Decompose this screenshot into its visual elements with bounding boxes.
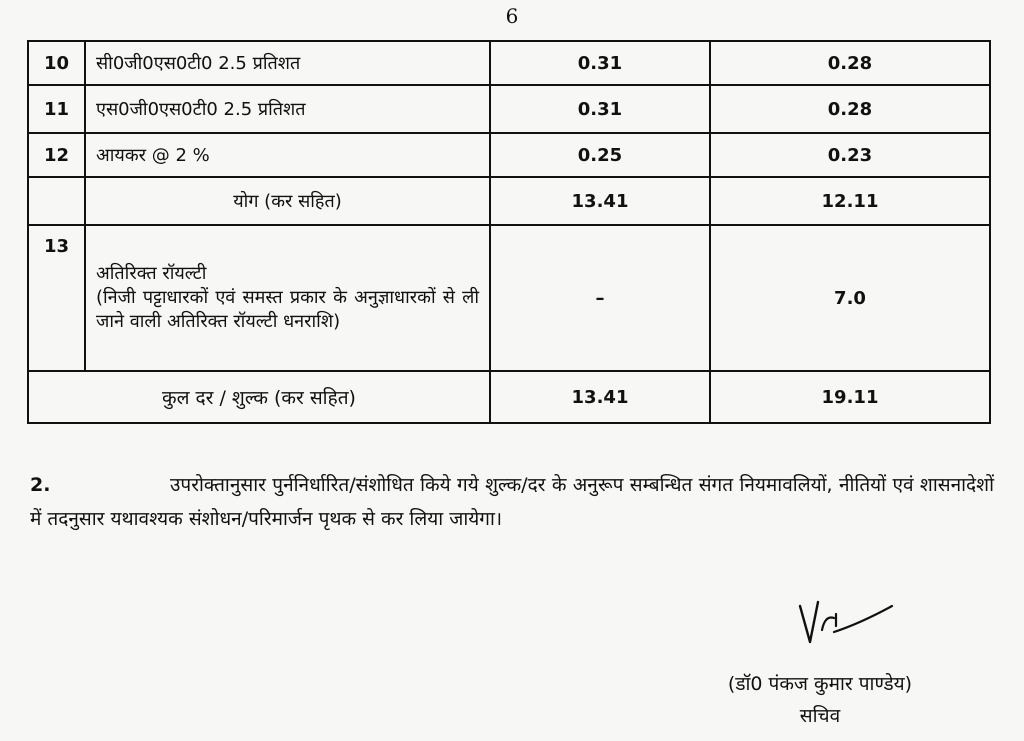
row-description: आयकर @ 2 % xyxy=(85,133,490,177)
row-description: योग (कर सहित) xyxy=(85,177,490,225)
rates-table xyxy=(27,40,991,424)
rate-value-col1: 13.41 xyxy=(490,177,710,225)
rate-value-col2: 7.0 xyxy=(710,225,990,371)
row-description-detail: (निजी पट्टाधारकों एवं समस्त प्रकार के अनुज्ञाधारकों से ली जाने वाली अतिरिक्त रॉयल्टी धनराशि) xyxy=(96,286,479,333)
subtotal-row xyxy=(28,177,990,225)
rate-value-col1: – xyxy=(490,225,710,371)
table-row xyxy=(28,225,990,371)
signatory-designation: सचिव xyxy=(799,705,841,727)
row-description: एस0जी0एस0टी0 2.5 प्रतिशत xyxy=(85,85,490,133)
paragraph-text: उपरोक्तानुसार पुर्ननिर्धारित/संशोधित किये गये शुल्क/दर के अनुरूप सम्बन्धित संगत नियमावलियों, नीतियों एवं शासनादेशों में तदनुसार यथावश्यक संशोधन/परिमार्जन पृथक से कर लिया जायेगा। xyxy=(30,474,994,530)
rate-value-col1: 0.25 xyxy=(490,133,710,177)
paragraph-number: 2. xyxy=(30,474,51,496)
serial-number xyxy=(28,177,85,225)
row-description: सी0जी0एस0टी0 2.5 प्रतिशत xyxy=(85,41,490,85)
rate-value-col2: 12.11 xyxy=(710,177,990,225)
table-row xyxy=(28,85,990,133)
signatory-name: (डॉ0 पंकज कुमार पाण्डेय) xyxy=(727,673,913,695)
serial-number: 10 xyxy=(28,41,85,85)
rate-value-col2: 0.28 xyxy=(710,41,990,85)
serial-number: 13 xyxy=(28,225,85,371)
serial-number: 12 xyxy=(28,133,85,177)
rate-value-col1: 0.31 xyxy=(490,85,710,133)
rate-value-col2: 0.23 xyxy=(710,133,990,177)
rate-value-col1: 0.31 xyxy=(490,41,710,85)
row-description-title: अतिरिक्त रॉयल्टी xyxy=(96,262,207,284)
paragraph xyxy=(30,468,994,536)
rate-value-col2: 19.11 xyxy=(710,371,990,423)
serial-number: 11 xyxy=(28,85,85,133)
page-number: 6 xyxy=(505,4,519,28)
table-row xyxy=(28,133,990,177)
total-row xyxy=(28,371,990,423)
table-row xyxy=(28,41,990,85)
row-description xyxy=(85,225,490,371)
rate-value-col1: 13.41 xyxy=(490,371,710,423)
row-description: कुल दर / शुल्क (कर सहित) xyxy=(28,371,490,423)
rate-value-col2: 0.28 xyxy=(710,85,990,133)
signature-image xyxy=(788,596,898,652)
